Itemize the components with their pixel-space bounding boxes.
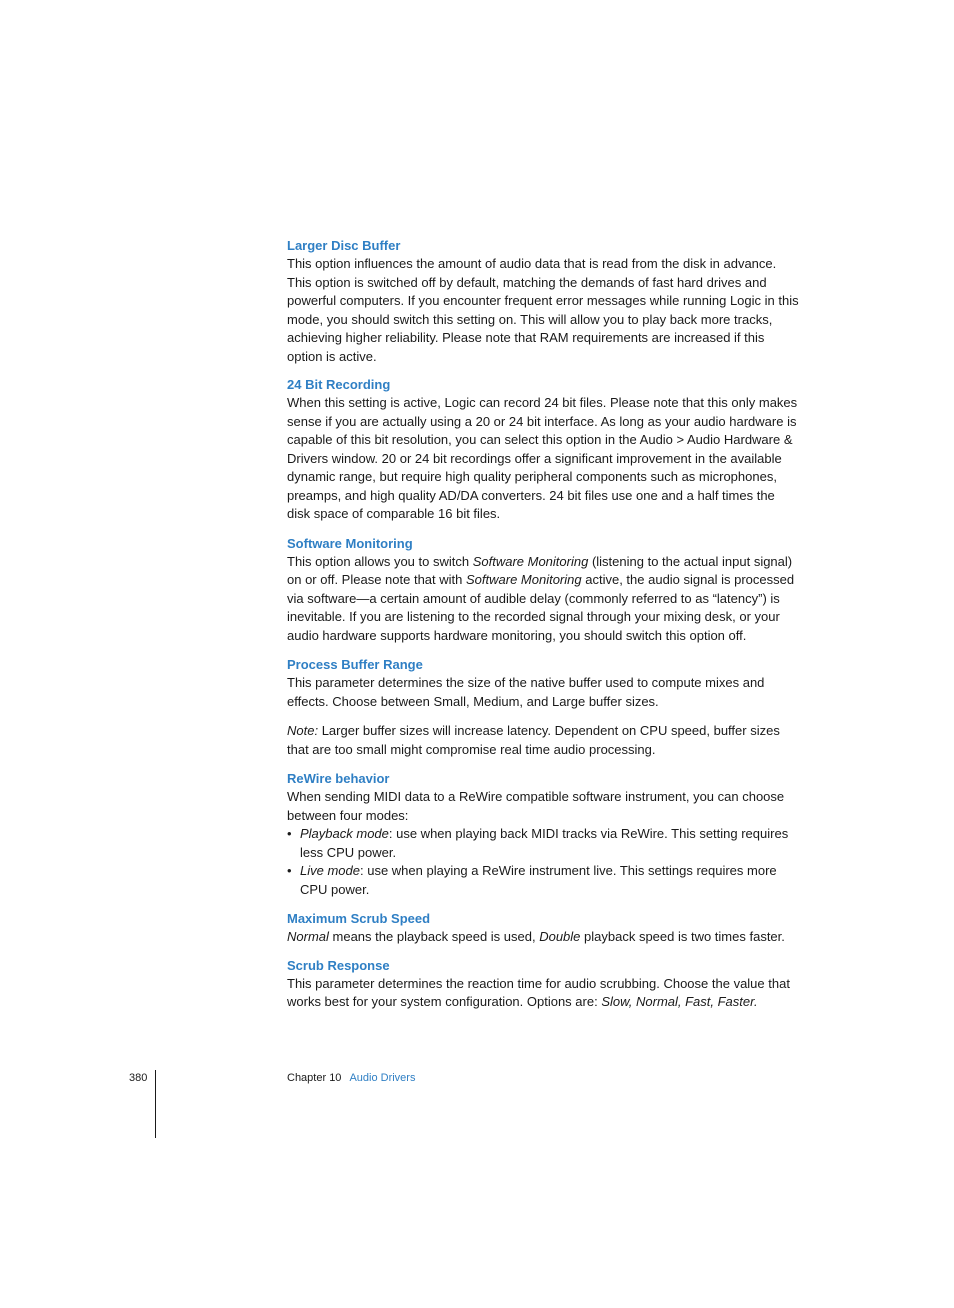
section-heading: Software Monitoring (287, 535, 413, 551)
section-24-bit-recording (287, 376, 799, 524)
section-body: This parameter determines the reaction time for audio scrubbing. Choose the value that works best for your system configuration. Options are: Slow, Normal, Fast, Faster. (287, 975, 790, 1009)
note-label: Note: (287, 723, 319, 738)
section-body: This parameter determines the size of the native buffer used to compute mixes and effects. Choose between Small, Medium, and Large buffer sizes. (287, 675, 765, 709)
page-number: 380 (129, 1072, 148, 1084)
section-body: This option allows you to switch Software Monitoring (listening to the actual input signal) on or off. Please note that with Software Monitoring active, the audio signal is processed via software—a certain amount of audible delay (commonly referred to as “latency”) is inevitable. If you are listening to the recorded signal through your mixing desk, or your audio hardware supports hardware monitoring, you should switch this option off. (287, 553, 795, 643)
section-rewire-behavior (287, 770, 799, 899)
mode-list (287, 825, 799, 899)
list-item: • Playback mode: use when playing back MIDI tracks via ReWire. This setting requires less CPU power. (287, 825, 799, 862)
section-heading: Maximum Scrub Speed (287, 911, 431, 926)
note-paragraph: Note: Larger buffer sizes will increase latency. Dependent on CPU speed, buffer sizes that are too small might compromise real time audio processing. (287, 723, 780, 757)
section-maximum-scrub-speed (287, 910, 799, 947)
chapter-title: Audio Drivers (349, 1072, 416, 1084)
section-process-buffer-range (287, 656, 799, 759)
section-larger-disc-buffer (287, 237, 799, 366)
section-body: When sending MIDI data to a ReWire compatible software instrument, you can choose between four modes: (287, 789, 785, 823)
section-heading: Larger Disc Buffer (287, 238, 401, 253)
list-item: • Live mode: use when playing a ReWire instrument live. This settings requires more CPU power. (287, 862, 799, 899)
section-body: When this setting is active, Logic can record 24 bit files. Please note that this only makes sense if you are actually using a 20 or 24 bit interface. As long as your audio hardware is capable of this bit resolution, you can select this option in the Audio > Audio Hardware & Drivers window. 20 or 24 bit recordings offer a significant improvement in the available dynamic range, but require high quality peripheral components such as microphones, preamps, and high quality AD/DA converters. 24 bit files use one and a half times the disk space of comparable 16 bit files. (287, 395, 798, 521)
section-heading: Process Buffer Range (287, 657, 423, 672)
section-software-monitoring (287, 535, 799, 646)
section-scrub-response (287, 957, 799, 1012)
page-footer (0, 1070, 954, 1090)
section-heading: 24 Bit Recording (287, 377, 391, 392)
page-content (287, 237, 799, 1012)
section-heading: Scrub Response (287, 957, 390, 973)
section-heading: ReWire behavior (287, 771, 390, 786)
chapter-reference (287, 1070, 415, 1086)
section-body: This option influences the amount of audio data that is read from the disk in advance. This option is switched off by default, matching the demands of fast hard drives and powerful computers. If you encounter frequent error messages while running Logic in this mode, you should switch this setting on. This will allow you to play back more tracks, achieving higher reliability. Please note that RAM requirements are increased if this option is active. (287, 256, 799, 364)
section-body: Normal means the playback speed is used, Double playback speed is two times faster. (287, 929, 785, 944)
chapter-label: Chapter 10 (287, 1072, 342, 1084)
